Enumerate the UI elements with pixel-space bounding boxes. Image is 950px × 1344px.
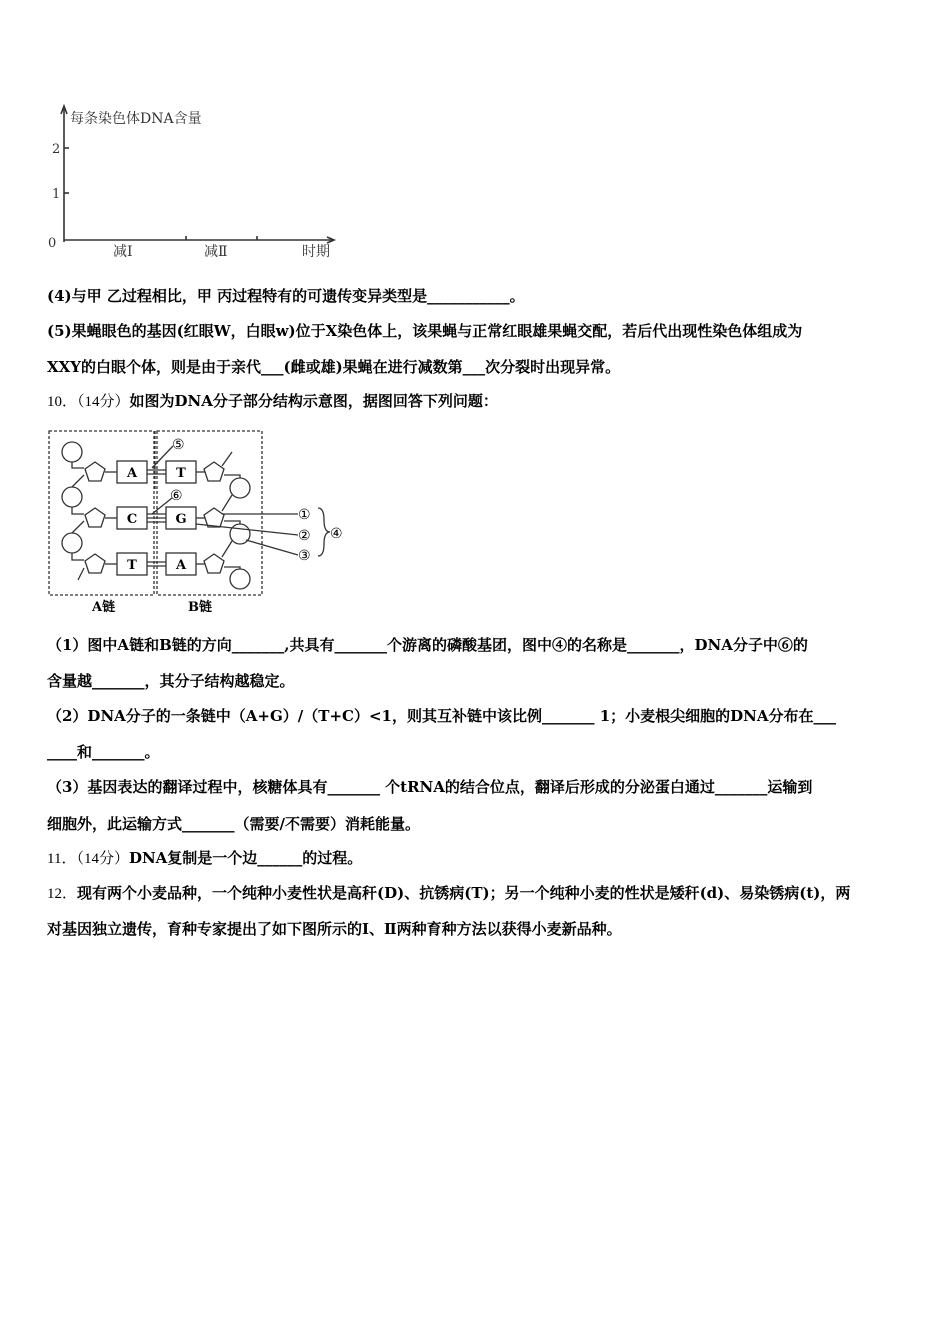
question-10-3-line2: 细胞外，此运输方式_______（需要/不需要）消耗能量。 <box>47 815 420 833</box>
question-12-line2: 对基因独立遗传，育种专家提出了如下图所示的Ⅰ、Ⅱ两种育种方法以获得小麦新品种。 <box>47 920 622 938</box>
question-9-5-line1: (5)果蝇眼色的基因(红眼W，白眼w)位于X染色体上，该果蝇与正常红眼雄果蝇交配，若后代出现性染色体组成为 <box>47 322 803 340</box>
deoxyribose-pentagon <box>204 462 224 481</box>
base-label: A <box>175 558 187 573</box>
question-9-4: (4)与甲 乙过程相比，甲 丙过程特有的可遗传变异类型是___________。 <box>47 287 525 305</box>
phosphate-circle <box>230 478 250 498</box>
b-chain-label: B链 <box>188 600 212 615</box>
phosphate-circle <box>62 442 82 462</box>
marker-4: ④ <box>330 526 343 542</box>
deoxyribose-pentagon <box>85 508 105 527</box>
question-text: DNA复制是一个边______的过程。 <box>128 849 363 867</box>
marker-6: ⑥ <box>170 488 183 504</box>
base-label: A <box>126 466 138 481</box>
marker-2: ② <box>298 528 311 544</box>
marker-1: ① <box>298 507 311 523</box>
question-12-line1 <box>47 883 850 904</box>
y-tick-label: 1 <box>52 187 61 202</box>
dna-content-graph <box>40 95 350 265</box>
y-tick-label: 0 <box>48 236 57 251</box>
question-text: 现有两个小麦品种，一个纯种小麦性状是高秆(D)、抗锈病(T)；另一个纯种小麦的性状是矮秆(d)、易染锈病(t)，两 <box>77 884 851 902</box>
question-number: 12． <box>47 886 78 902</box>
base-label: C <box>126 512 138 527</box>
dna-structure-diagram <box>40 425 360 620</box>
y-axis-label: 每条染色体DNA含量 <box>70 111 202 127</box>
deoxyribose-pentagon <box>85 462 105 481</box>
question-number: 11．（14分） <box>47 851 129 867</box>
x-axis-label: 时期 <box>302 244 330 260</box>
question-10-2-line1: （2）DNA分子的一条链中（A+G）/（T+C）<1，则其互补链中该比例_______ 1；小麦根尖细胞的DNA分布在___ <box>47 707 836 725</box>
a-chain-label: A链 <box>92 600 116 615</box>
question-9-5-line2: XXY的白眼个体，则是由于亲代___(雌或雄)果蝇在进行减数第___次分裂时出现异常。 <box>47 358 621 376</box>
phosphate-circle <box>230 524 250 544</box>
x-tick-label: 减Ⅱ <box>204 244 228 260</box>
question-10-3-line1: （3）基因表达的翻译过程中，核糖体具有_______ 个tRNA的结合位点，翻译后形成的分泌蛋白通过_______运输到 <box>47 778 813 796</box>
x-tick-label: 减Ⅰ <box>113 244 133 260</box>
deoxyribose-pentagon <box>204 554 224 573</box>
question-10-1-line2: 含量越_______，其分子结构越稳定。 <box>47 672 295 690</box>
deoxyribose-pentagon <box>204 508 224 527</box>
question-10-1-line1: （1）图中A链和B链的方向_______,共具有_______个游离的磷酸基团，图中④的名称是_______，DNA分子中⑥的 <box>47 636 808 654</box>
question-11 <box>47 848 362 869</box>
question-10-heading <box>47 391 498 412</box>
base-label: G <box>175 512 187 527</box>
deoxyribose-pentagon <box>85 554 105 573</box>
base-label: T <box>176 466 186 481</box>
marker-5: ⑤ <box>172 437 185 453</box>
marker-3: ③ <box>298 548 311 564</box>
question-number: 10．（14分） <box>47 394 130 410</box>
phosphate-circle <box>62 533 82 553</box>
base-label: T <box>127 558 137 573</box>
question-10-2-line2: ____和_______。 <box>47 743 160 761</box>
y-tick-label: 2 <box>52 142 61 157</box>
question-text: 如图为DNA分子部分结构示意图，据图回答下列问题： <box>129 392 498 410</box>
phosphate-circle <box>230 569 250 589</box>
phosphate-circle <box>62 487 82 507</box>
